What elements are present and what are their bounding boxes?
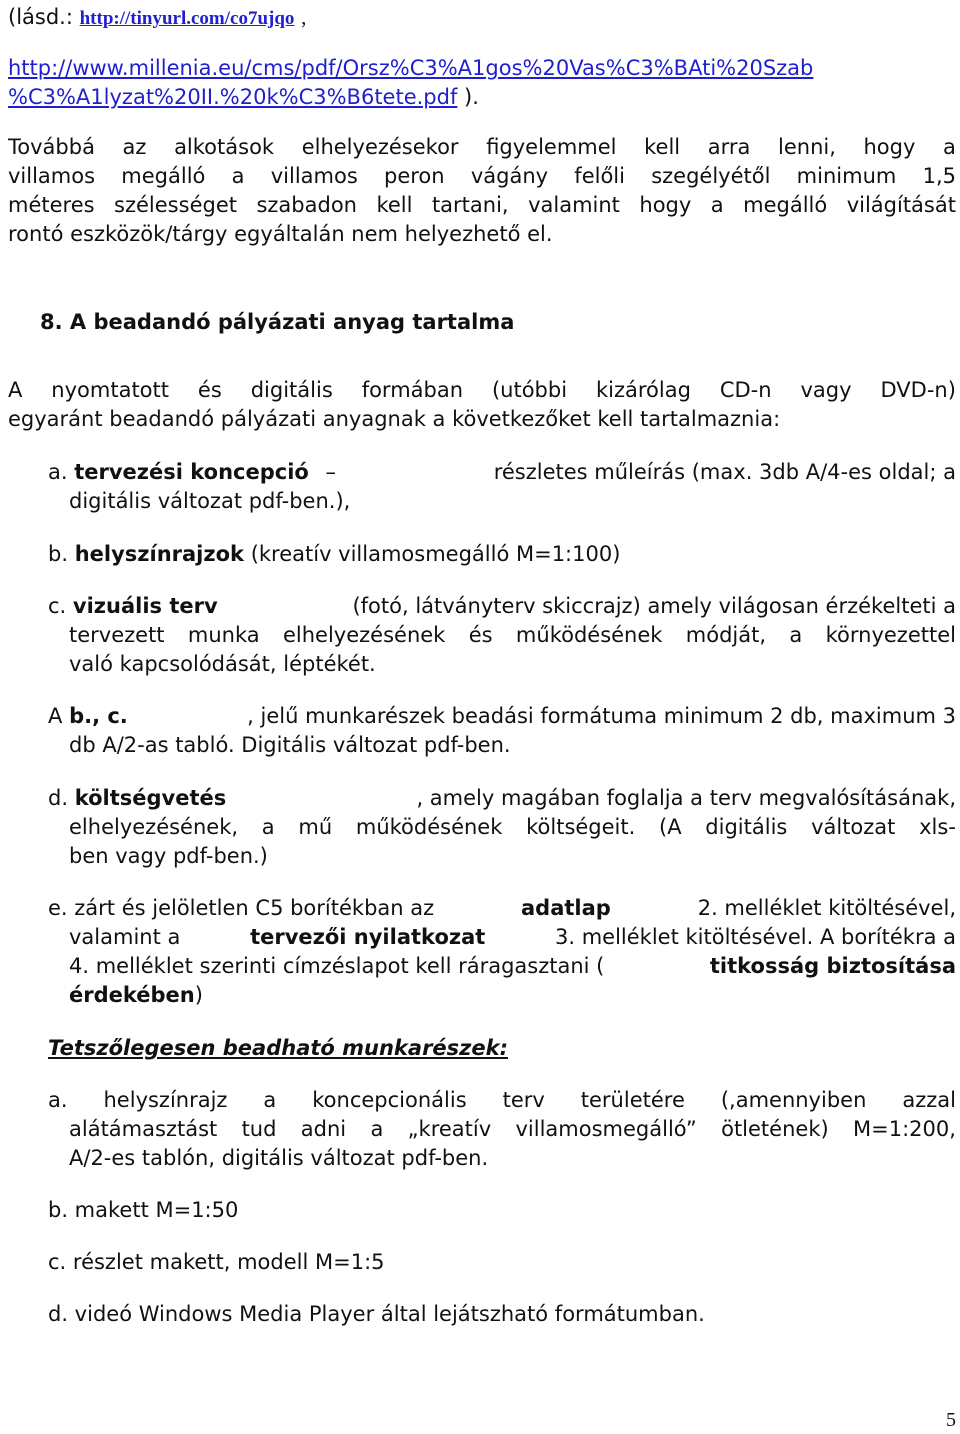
item-a-letter: a. xyxy=(48,460,68,484)
item-d-rest: , amely magában foglalja a terv megvalósításának, xyxy=(416,786,956,810)
item-a-rest: részletes műleírás (max. 3db A/4-es oldal; a xyxy=(493,460,956,484)
section-heading: 8. A beadandó pályázati anyag tartalma xyxy=(40,310,515,334)
item-a-dash: – xyxy=(325,460,337,484)
format-note-head xyxy=(48,702,128,731)
item-e-erdekeben: érdekében xyxy=(69,983,195,1007)
optional-b: b. makett M=1:50 xyxy=(48,1198,239,1222)
optional-d: d. videó Windows Media Player által lejátszható formátumban. xyxy=(48,1302,705,1326)
format-note-line-1 xyxy=(48,702,956,731)
item-e-line1-pre: e. zárt és jelöletlen C5 borítékban az xyxy=(48,896,435,920)
tinyurl-link[interactable]: http://tinyurl.com/co7ujqo xyxy=(79,8,295,29)
format-note-line-2: db A/2-as tabló. Digitális változat pdf-ben. xyxy=(69,733,511,757)
item-b-letter: b. xyxy=(48,542,69,566)
item-d-line-3: ben vagy pdf-ben.) xyxy=(69,844,268,868)
item-e-line-4 xyxy=(69,981,203,1010)
optional-c: c. részlet makett, modell M=1:5 xyxy=(48,1250,385,1274)
optional-a-line-3: A/2-es tablón, digitális változat pdf-ben. xyxy=(69,1146,489,1170)
section-lead-line-2: egyaránt beadandó pályázati anyagnak a következőket kell tartalmaznia: xyxy=(8,407,781,431)
item-d-line-2: elhelyezésének, a mű működésének költségeit. (A digitális változat xls- xyxy=(69,815,956,839)
reference-line xyxy=(8,3,306,33)
intro-line-1: Továbbá az alkotások elhelyezésekor figyelemmel kell arra lenni, hogy a xyxy=(8,135,956,159)
item-a-head xyxy=(48,458,346,487)
item-c-line-2: tervezett munka elhelyezésének és működésének módját, a környezettel xyxy=(69,623,956,647)
reference-closing: ). xyxy=(464,85,479,109)
item-e-line4-post: ) xyxy=(194,983,203,1007)
item-e-adatlap: adatlap xyxy=(521,896,611,920)
reference-prefix: (lásd.: xyxy=(8,5,73,29)
format-note-rest: , jelű munkarészek beadási formátuma minimum 2 db, maximum 3 xyxy=(247,704,956,728)
item-e-line-3 xyxy=(69,952,956,981)
optional-a-line-1: a. helyszínrajz a koncepcionális terv területére (,amennyiben azzal xyxy=(48,1088,956,1112)
item-e-line2-post: 3. melléklet kitöltésével. A borítékra a xyxy=(554,925,956,949)
intro-line-2: villamos megálló a villamos peron vágány felőli szegélyétől minimum 1,5 xyxy=(8,164,956,188)
item-e-line1-post: 2. melléklet kitöltésével, xyxy=(697,896,956,920)
millenia-link-part1[interactable]: http://www.millenia.eu/cms/pdf/Orsz%C3%A1gos%20Vas%C3%BAti%20Szab xyxy=(8,56,814,80)
item-c-rest: (fotó, látványterv skiccrajz) amely világosan érzékelteti a xyxy=(352,594,956,618)
millenia-link-line2 xyxy=(8,83,479,112)
item-c-line-1 xyxy=(48,592,956,621)
item-b xyxy=(48,540,620,569)
item-c-head xyxy=(48,592,218,621)
item-e-nyilatkozat: tervezői nyilatkozat xyxy=(250,925,486,949)
item-a-line-1 xyxy=(48,458,956,487)
reference-comma: , xyxy=(301,5,307,29)
optional-heading: Tetszőlegesen beadható munkarészek: xyxy=(48,1036,508,1060)
format-note-prefix: A xyxy=(48,704,63,728)
section-lead-line-1: A nyomtatott és digitális formában (utóbbi kizárólag CD-n vagy DVD-n) xyxy=(8,378,956,402)
item-a-line-2: digitális változat pdf-ben.), xyxy=(69,489,351,513)
item-c-letter: c. xyxy=(48,594,67,618)
item-d-head xyxy=(48,784,226,813)
item-e-line-2 xyxy=(69,923,956,952)
millenia-link-part2[interactable]: %C3%A1lyzat%20II.%20k%C3%B6tete.pdf xyxy=(8,85,458,109)
item-e-titkossag: titkosság biztosítása xyxy=(709,954,956,978)
item-d-letter: d. xyxy=(48,786,69,810)
page-number: 5 xyxy=(946,1409,956,1431)
optional-a-line-2: alátámasztást tud adni a „kreatív villamosmegálló” ötletének) M=1:200, xyxy=(69,1117,956,1141)
item-e-line3-pre: 4. melléklet szerinti címzéslapot kell ráragasztani ( xyxy=(69,954,605,978)
intro-line-4: rontó eszközök/tárgy egyáltalán nem helyezhető el. xyxy=(8,222,553,246)
item-c-line-3: való kapcsolódását, léptékét. xyxy=(69,652,376,676)
item-e-line-1 xyxy=(48,894,956,923)
item-c-title: vizuális terv xyxy=(72,594,218,618)
item-b-title: helyszínrajzok xyxy=(74,542,244,566)
format-note-items: b., c. xyxy=(69,704,128,728)
item-e-line2-pre: valamint a xyxy=(69,925,181,949)
item-d-line-1 xyxy=(48,784,956,813)
item-a-title: tervezési koncepció xyxy=(74,460,309,484)
item-d-title: költségvetés xyxy=(74,786,227,810)
intro-line-3: méteres szélességet szabadon kell tartani, valamint hogy a megálló világítását xyxy=(8,193,956,217)
millenia-link-line1 xyxy=(8,54,813,83)
item-b-rest: (kreatív villamosmegálló M=1:100) xyxy=(250,542,621,566)
